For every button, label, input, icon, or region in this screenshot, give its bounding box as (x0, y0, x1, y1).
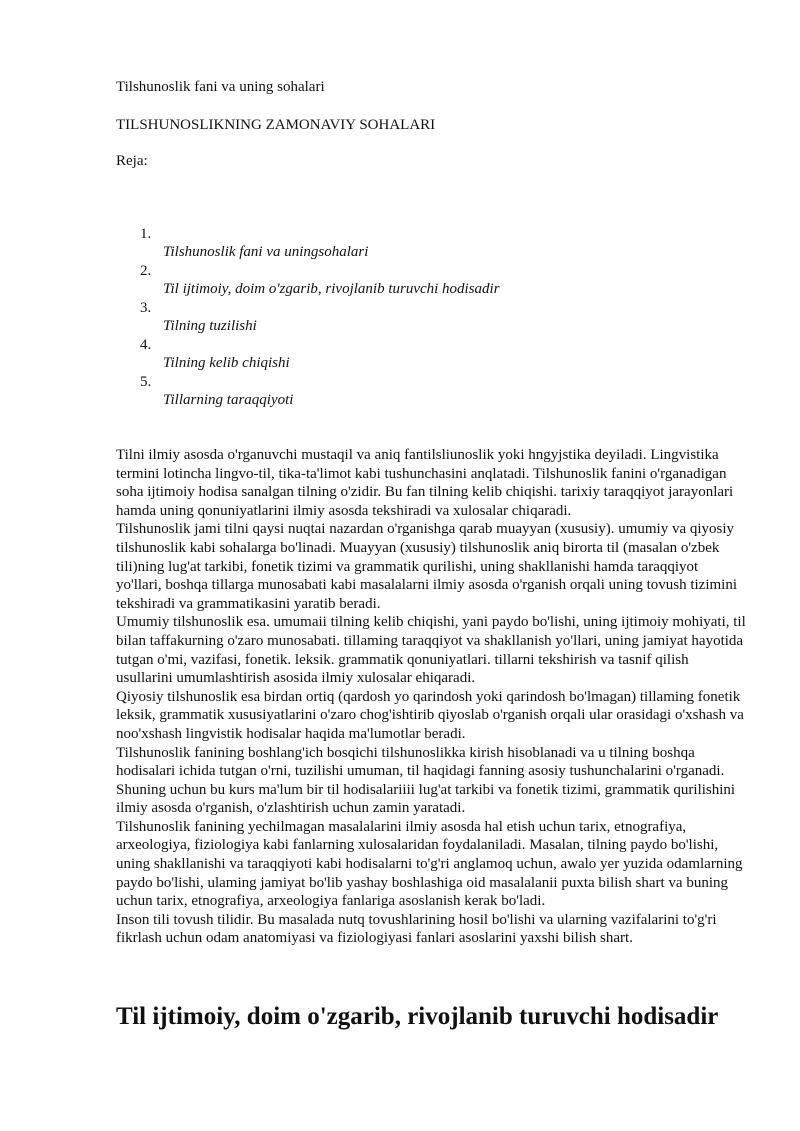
body-paragraph: Inson tili tovush tilidir. Bu masalada nutq tovushlarining hosil bo'lishi va ularning vazifalarini to'g'ri fikrlash uchun odam anatomiyasi va fiziologiyasi fanlari asoslarini yaxshi bilish shart. (116, 911, 717, 947)
document-subtitle: TILSHUNOSLIKNING ZAMONAVIY SOHALARI (116, 117, 436, 133)
plan-item-text: Tilning kelib chiqishi (163, 355, 290, 371)
body-paragraph: Tilshunoslik fanining boshlang'ich bosqichi tilshunoslikka kirish hisoblanadi va u tilning boshqa hodisalari ichida tutgan o'rni, tuzilishi umuman, til haqidagi fanning asosiy tushunchalarini o'rganadi. Shuning uchun bu kurs ma'lum bir til hodisalariiii lug'at tarkibi va fonetik tizimi, grammatik qurilishini ilmiy asosda o'rganish, o'zlashtirish uchun zamin yaratadi. (116, 744, 736, 817)
plan-item-text: Til ijtimoiy, doim o'zgarib, rivojlanib turuvchi hodisadir (163, 281, 500, 297)
plan-item-text: Tilning tuzilishi (163, 318, 257, 334)
body-paragraph: Umumiy tilshunoslik esa. umumaii tilning kelib chiqishi, yani paydo bo'lishi, uning ijtimoiy mohiyati, til bilan taffakurning o'zaro munosabati. tillaming taraqqiyot va shakllanish yo'llari, uning jamiyat hayotida tutgan o'mi, vazifasi, fonetik. leksik. grammatik qonuniyatlari. tillarni tekshirish va tasnif qilish usullarini umumlashtirish asosida ilmiy xulosalar ehiqaradi. (116, 614, 746, 687)
plan-item-number: 1. (140, 226, 152, 242)
plan-item-text: Tillarning taraqqiyoti (163, 392, 294, 408)
plan-item-text: Tilshunoslik fani va uningsohalari (163, 244, 369, 260)
body-paragraph: Tilshunoslik jami tilni qaysi nuqtai nazardan o'rganishga qarab muayyan (xususiy). umumiy va qiyosiy tilshunoslik kabi sohalarga bo'linadi. Muayyan (xususiy) tilshunoslik aniq birorta til (masalan o'zbek tili)ning lug'at tarkibi, fonetik tizimi va grammatik qurilishi, uning shakllanishi hamda taraqqiyot yo'llari, boshqa tillarga munosabati kabi masalalarni ilmiy asosda o'rganish orqali uning tovush tizimini tekshiradi va grammatikasini yaratib beradi. (116, 521, 737, 612)
plan-item-number: 3. (140, 300, 152, 316)
plan-item-number: 2. (140, 263, 152, 279)
plan-item-number: 5. (140, 374, 152, 390)
body-paragraph: Tilshunoslik fanining yechilmagan masalalarini ilmiy asosda hal etish uchun tarix, etnografiya, arxeologiya, fiziologiya kabi fanlarning xulosalaridan foydalaniladi. Masalan, tilning paydo bo'lishi, uning shakllanishi va taraqqiyoti kabi hodisalarni to'g'ri anglamoq uchun, awalo yer yuzida odamlarning paydo bo'lishi, ulaming jamiyat bo'lib yashay boshlashiga oid masalalanii puxta bilish shart va buning uchun tarix, etnografiya, arxeologiya fanlariga asoslanish kerak bo'ladi. (116, 818, 743, 910)
body-paragraph: Tilni ilmiy asosda o'rganuvchi mustaqil va aniq fantilsliunoslik yoki hngyjstika deyiladi. Lingvistika termini lotincha lingvo-til, tika-ta'limot kabi tushunchasini anqlatadi. Tilshunoslik fanini o'rganadigan soha ijtimoiy hodisa sanalgan tilning o'zidir. Bu fan tilning kelib chiqishi. tarixiy taraqqiyot jarayonlari hamda uning qonuniyatlarini ilmiy asosda tekshiradi va xulosalar chiqaradi. (116, 447, 734, 519)
document-title: Tilshunoslik fani va uning sohalari (116, 79, 325, 95)
body-paragraph: Qiyosiy tilshunoslik esa birdan ortiq (qardosh yo qarindosh yoki qarindosh bo'lmagan) tillaming fonetik leksik, grammatik xususiyatlarini o'zaro chog'ishtirib qiyoslab o'rganish orqali ular orasidagi o'xshash va noo'xshash lingvistik hodisalar haqida ma'lumotlar beradi. (116, 688, 744, 742)
body-text (116, 446, 746, 948)
section-heading: Til ijtimoiy, doim o'zgarib, rivojlanib turuvchi hodisadir (116, 1003, 719, 1030)
plan-label: Reja: (116, 153, 148, 169)
plan-item-number: 4. (140, 337, 152, 353)
